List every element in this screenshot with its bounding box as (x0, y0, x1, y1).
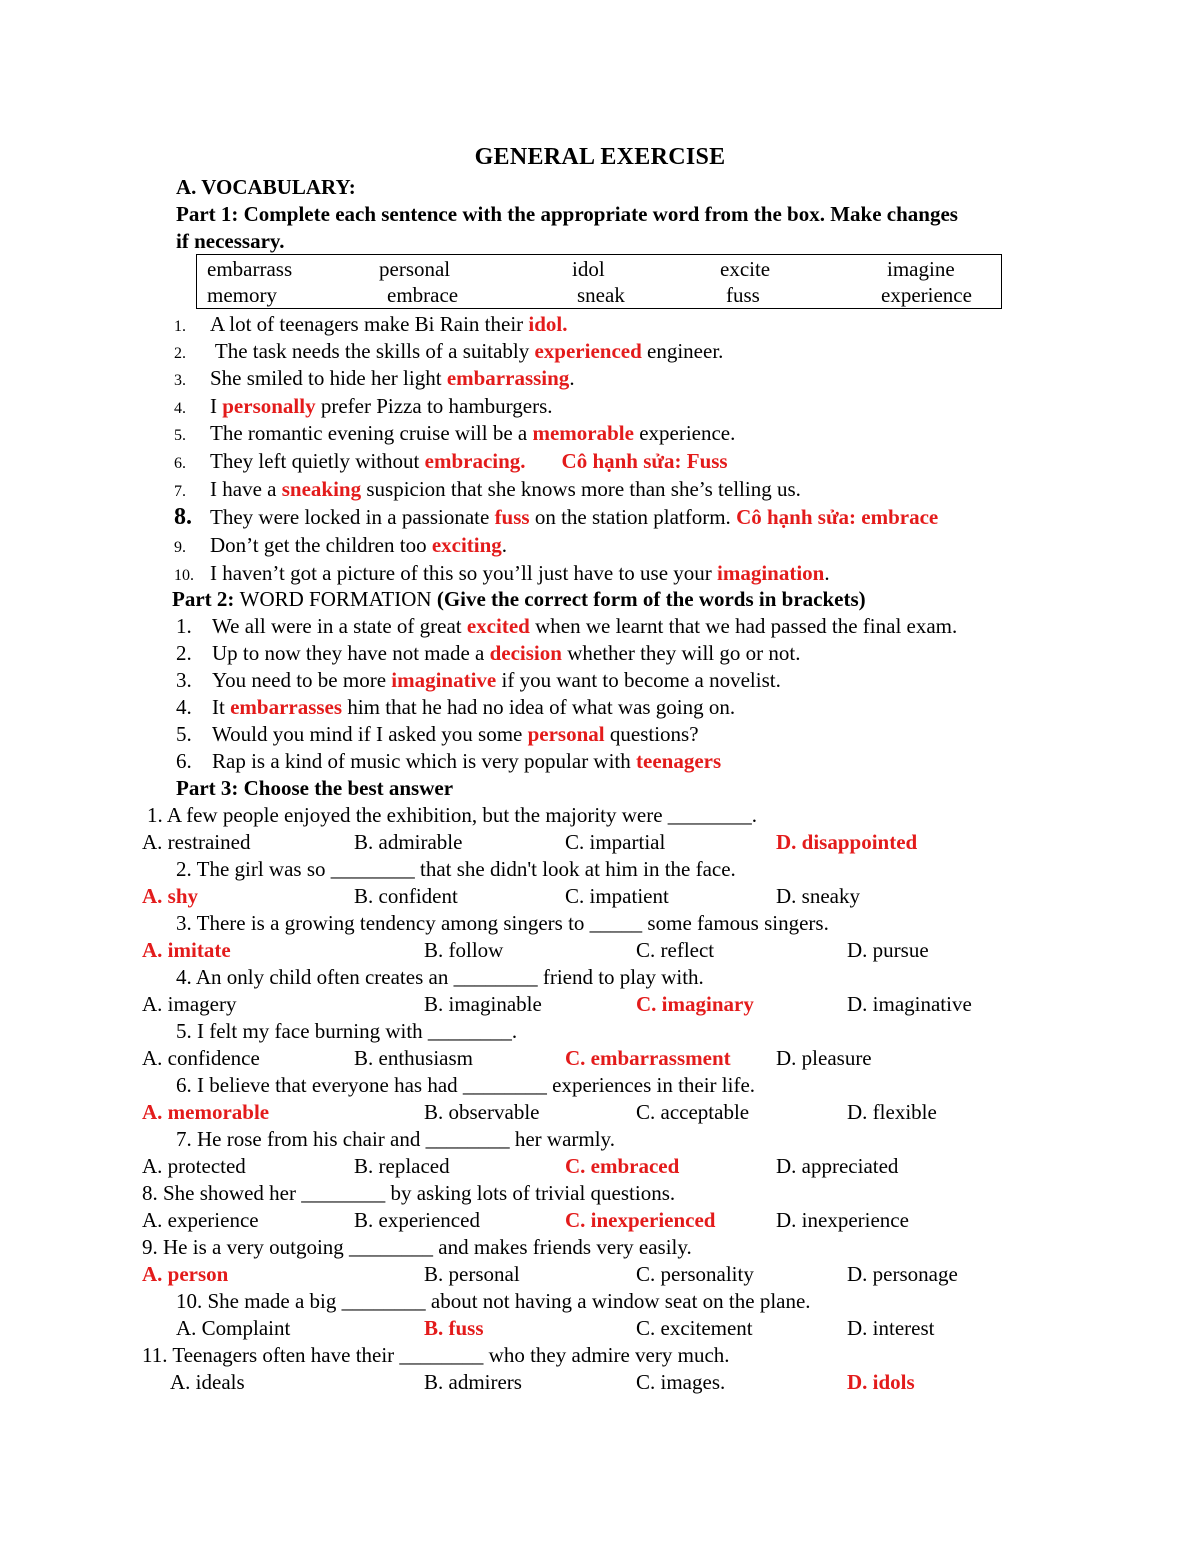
part3-heading: Part 3: Choose the best answer (176, 776, 454, 800)
word-box-item: excite (720, 257, 771, 281)
part1-item: 9. Don’t get the children too exciting. (174, 533, 508, 557)
answer-option: A. imagery (142, 992, 237, 1016)
answer-option: A. experience (142, 1208, 259, 1232)
answer-option-correct: A. memorable (142, 1100, 270, 1124)
part2-item: 3. You need to be more imaginative if you want to become a novelist. (176, 668, 781, 692)
word-box-item: sneak (577, 283, 625, 307)
part1-heading-line1: Part 1: Complete each sentence with the appropriate word from the box. Make changes (176, 202, 958, 226)
answer-option: B. experienced (354, 1208, 480, 1232)
answer-option: D. flexible (847, 1100, 937, 1124)
question-stem: 5. I felt my face burning with ________. (176, 1019, 518, 1043)
answer-option: C. acceptable (636, 1100, 750, 1124)
part2-item: 4. It embarrasses him that he had no idea of what was going on. (176, 695, 736, 719)
answer-option: A. confidence (142, 1046, 260, 1070)
part1-item: 3. She smiled to hide her light embarrassing. (174, 366, 575, 390)
part1-item: 4. I personally prefer Pizza to hamburgers. (174, 394, 553, 418)
answer-option: B. personal (424, 1262, 520, 1286)
answer-option-correct: C. inexperienced (565, 1208, 716, 1232)
answer-option-correct: D. idols (847, 1370, 915, 1394)
part1-item: 7. I have a sneaking suspicion that she knows more than she’s telling us. (174, 477, 801, 501)
answer-option-correct: C. imaginary (636, 992, 754, 1016)
answer-option: D. pleasure (776, 1046, 872, 1070)
part1-item: 10. I haven’t got a picture of this so you’ll just have to use your imagination. (174, 561, 830, 585)
part2-item: 6. Rap is a kind of music which is very popular with teenagers (176, 749, 722, 773)
answer-option: B. imaginable (424, 992, 542, 1016)
answer-option: B. confident (354, 884, 458, 908)
question-stem: 3. There is a growing tendency among singers to _____ some famous singers. (176, 911, 829, 935)
part2-item: 1. We all were in a state of great excited when we learnt that we had passed the final exam. (176, 614, 958, 638)
word-box-item: idol (572, 257, 605, 281)
word-box-item: memory (207, 283, 277, 307)
word-box-item: embarrass (207, 257, 293, 281)
answer-option: B. enthusiasm (354, 1046, 473, 1070)
answer-option-correct: A. imitate (142, 938, 231, 962)
answer-option: C. reflect (636, 938, 715, 962)
answer-option-correct: A. shy (142, 884, 199, 908)
answer-option: D. personage (847, 1262, 958, 1286)
answer-option-correct: D. disappointed (776, 830, 918, 854)
answer-option: D. appreciated (776, 1154, 899, 1178)
page-title: GENERAL EXERCISE (474, 144, 726, 170)
question-stem: 1. A few people enjoyed the exhibition, but the majority were ________. (147, 803, 758, 827)
word-box-item: fuss (726, 283, 760, 307)
question-stem: 8. She showed her ________ by asking lots of trivial questions. (142, 1181, 676, 1205)
word-box-item: experience (881, 283, 972, 307)
word-box-item: imagine (887, 257, 955, 281)
word-box (196, 254, 1002, 309)
part1-heading-line2: if necessary. (176, 229, 285, 253)
answer-option: A. protected (142, 1154, 246, 1178)
part1-item: 1. A lot of teenagers make Bi Rain their idol. (174, 312, 568, 336)
section-a-heading: A. VOCABULARY: (176, 175, 356, 199)
answer-option: C. images. (636, 1370, 726, 1394)
question-stem: 9. He is a very outgoing ________ and makes friends very easily. (142, 1235, 692, 1259)
answer-option-correct: A. person (142, 1262, 229, 1286)
answer-option: C. impatient (565, 884, 669, 908)
part2-item: 5. Would you mind if I asked you some personal questions? (176, 722, 699, 746)
teacher-correction: Cô hạnh sửa: Fuss (561, 449, 728, 473)
answer-option-correct: B. fuss (424, 1316, 484, 1340)
part2-heading: Part 2: WORD FORMATION (Give the correct form of the words in brackets) (172, 587, 866, 611)
answer-option: D. pursue (847, 938, 929, 962)
part1-item: 6. They left quietly without embracing. Cô hạnh sửa: Fuss (174, 449, 728, 473)
answer-option: B. observable (424, 1100, 540, 1124)
part1-item: 5. The romantic evening cruise will be a memorable experience. (174, 421, 736, 445)
question-stem: 10. She made a big ________ about not having a window seat on the plane. (176, 1289, 811, 1313)
question-stem: 6. I believe that everyone has had ________ experiences in their life. (176, 1073, 756, 1097)
answer-option: C. excitement (636, 1316, 753, 1340)
word-box-item: personal (379, 257, 451, 281)
part1-item: 2. The task needs the skills of a suitably experienced engineer. (174, 339, 724, 363)
question-stem: 11. Teenagers often have their ________ who they admire very much. (142, 1343, 730, 1367)
answer-option: B. replaced (354, 1154, 450, 1178)
question-stem: 2. The girl was so ________ that she didn't look at him in the face. (176, 857, 736, 881)
part2-item: 2. Up to now they have not made a decision whether they will go or not. (176, 641, 801, 665)
answer-option: D. inexperience (776, 1208, 909, 1232)
answer-option: D. interest (847, 1316, 935, 1340)
answer-option: D. imaginative (847, 992, 972, 1016)
answer-option-correct: C. embarrassment (565, 1046, 731, 1070)
answer-option: C. impartial (565, 830, 666, 854)
answer-option: D. sneaky (776, 884, 860, 908)
answer-option: A. restrained (142, 830, 251, 854)
answer-option: B. admirable (354, 830, 463, 854)
word-box-item: embrace (387, 283, 459, 307)
teacher-correction: Cô hạnh sửa: embrace (736, 505, 939, 529)
answer-option: A. Complaint (176, 1316, 291, 1340)
question-stem: 7. He rose from his chair and ________ her warmly. (176, 1127, 615, 1151)
part1-item: 8. They were locked in a passionate fuss on the station platform. Cô hạnh sửa: embrace (174, 504, 939, 530)
answer-option: C. personality (636, 1262, 754, 1286)
answer-option: B. admirers (424, 1370, 522, 1394)
answer-option-correct: C. embraced (565, 1154, 680, 1178)
answer-option: B. follow (424, 938, 504, 962)
question-stem: 4. An only child often creates an ________ friend to play with. (176, 965, 704, 989)
answer-option: A. ideals (170, 1370, 245, 1394)
